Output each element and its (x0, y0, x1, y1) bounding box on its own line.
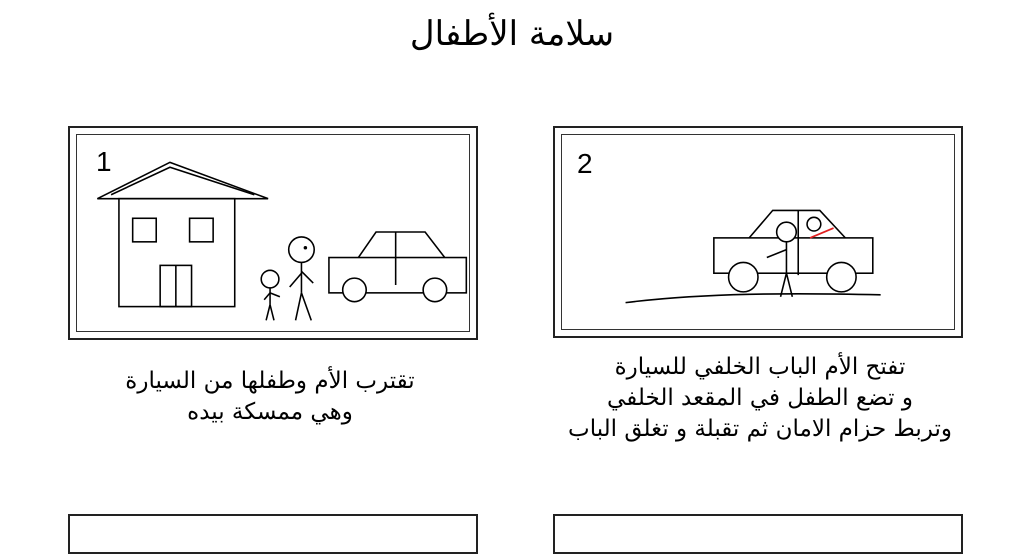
panel-1-number: 1 (96, 146, 112, 177)
story-panel-4-partial (553, 514, 963, 554)
panel-1-caption (70, 366, 470, 428)
story-panel-1 (68, 126, 478, 340)
car-drawing (329, 232, 466, 302)
panel-2-caption (540, 352, 980, 445)
panel-1-caption-line-1: تقترب الأم وطفلها من السيارة (125, 368, 415, 394)
mother-figure (289, 237, 315, 320)
panel-2-caption-line-2: و تضع الطفل في المقعد الخلفي (607, 385, 913, 411)
panel-1-illustration (70, 128, 476, 338)
panel-1-caption-line-2: وهي ممسكة بيده (187, 399, 353, 425)
panel-2-illustration (555, 128, 961, 336)
panel-2-number: 2 (577, 148, 593, 179)
story-panel-2 (553, 126, 963, 338)
story-panel-3-partial (68, 514, 478, 554)
mother-figure (767, 222, 796, 297)
car-drawing (714, 210, 873, 291)
ground-line (626, 294, 881, 303)
panel-2-caption-line-3: وتربط حزام الامان ثم تقبلة و تغلق الباب (568, 416, 952, 442)
page-title: سلامة الأطفال (409, 14, 615, 54)
panel-2-caption-line-1: تفتح الأم الباب الخلفي للسيارة (614, 354, 906, 380)
child-figure (261, 270, 280, 320)
house-drawing (97, 162, 268, 306)
